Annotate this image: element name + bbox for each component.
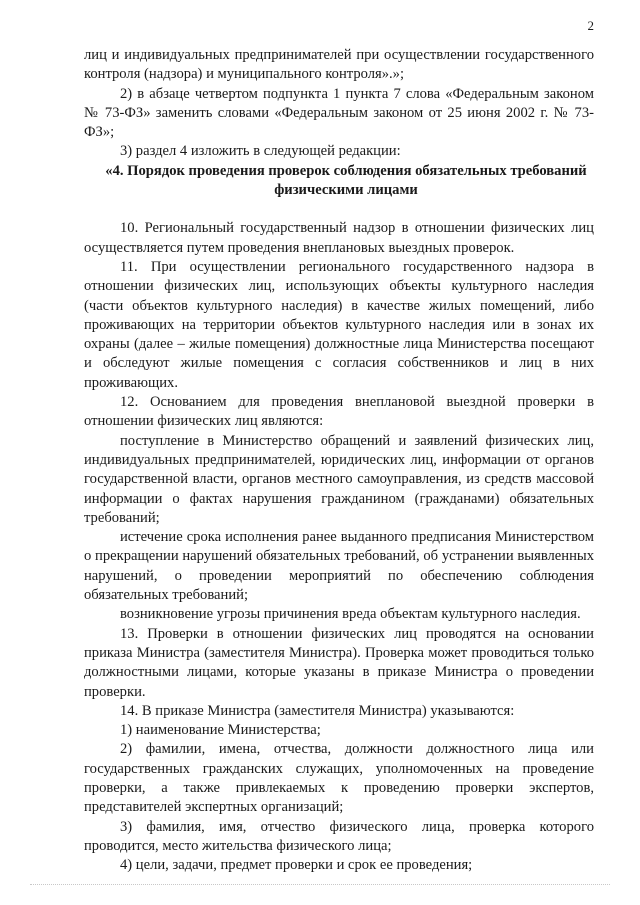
list-item-3: 3) фамилия, имя, отчество физического лица, проверка которого проводится, место жительства физического лица;: [84, 818, 594, 854]
paragraph-11: 11. При осуществлении регионального государственного надзора в отношении физических лиц, использующих объекты культурного наследия (части объектов культурного наследия) в качестве жилых помещений, либо проживающих на территории объектов культурного наследия или в зонах их охраны (далее – жилые помещения) должностные лица Министерства посещают и обследуют жилые помещения с согласия собственников и лиц в них проживающих.: [84, 258, 594, 391]
list-item-1: 1) наименование Министерства;: [120, 722, 321, 739]
paragraph-12-ground-2: истечение срока исполнения ранее выданного предписания Министерством о прекращении нарушений обязательных требований, об устранении выявленных нарушений, о проведении мероприятий по обеспечению соблюдения обязательных требований;: [84, 529, 594, 604]
paragraph-14: 14. В приказе Министра (заместителя Министра) указываются:: [120, 702, 515, 719]
paragraph-amendment-2: 2) в абзаце четвертом подпункта 1 пункта 7 слова «Федеральным законом № 73-ФЗ» заменить словами «Федеральным законом от 25 июня 2002 г. № 73-ФЗ»;: [84, 85, 594, 141]
paragraph-10: 10. Региональный государственный надзор в отношении физических лиц осуществляется путем проведения внеплановых выездных проверок.: [84, 220, 594, 256]
spacer: [84, 200, 594, 219]
paragraph-12-ground-3: возникновение угрозы причинения вреда объектам культурного наследия.: [120, 606, 581, 623]
paragraph-continuation: лиц и индивидуальных предпринимателей при осуществлении государственного контроля (надзора) и муниципального контроля».»;: [84, 47, 594, 83]
list-item-4: 4) цели, задачи, предмет проверки и срок ее проведения;: [120, 857, 473, 874]
page-number: 2: [587, 18, 594, 33]
paragraph-12: 12. Основанием для проведения внеплановой выездной проверки в отношении физических лиц являются:: [84, 394, 594, 430]
section-heading: «4. Порядок проведения проверок соблюдения обязательных требований физическими лицами: [105, 162, 587, 199]
document-body: [84, 46, 594, 875]
paragraph-13: 13. Проверки в отношении физических лиц проводятся на основании приказа Министра (заместителя Министра). Проверка может проводиться только должностными лицами, которые указаны в приказе Министра о проведении проверки.: [84, 625, 594, 700]
scan-artifact-divider: [30, 876, 610, 885]
paragraph-12-ground-1: поступление в Министерство обращений и заявлений физических лиц, индивидуальных предпринимателей, юридических лиц, информации от органов государственной власти, органов местного самоуправления, из средств массовой информации о фактах нарушения гражданином (гражданами) обязательных требований;: [84, 432, 594, 526]
list-item-2: 2) фамилии, имена, отчества, должности должностного лица или государственных гражданских служащих, уполномоченных на проведение проверки, а также привлекаемых к проведению проверки экспертов, представителей экспертных организаций;: [84, 741, 594, 816]
paragraph-amendment-3: 3) раздел 4 изложить в следующей редакции:: [120, 143, 401, 160]
